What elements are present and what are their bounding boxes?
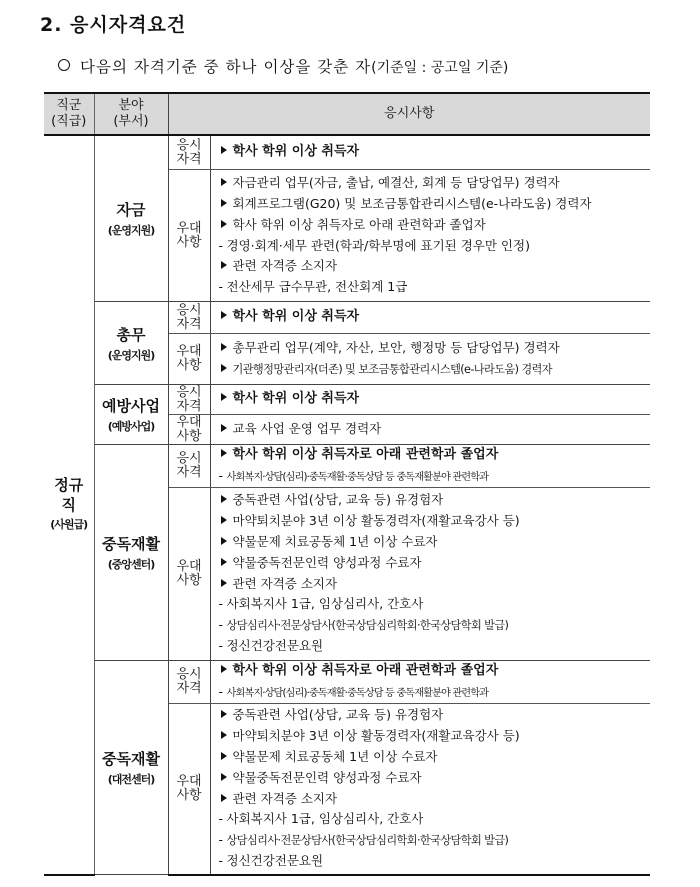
requirement-label: 응시 자격: [168, 445, 210, 488]
triangle-bullet-icon: [221, 537, 227, 545]
requirement-label: 응시 자격: [168, 385, 210, 415]
triangle-bullet-icon: [221, 311, 227, 319]
header-field: 분야 (부서): [94, 93, 168, 135]
circle-bullet-icon: [58, 59, 70, 71]
preference-label: 우대 사항: [168, 703, 210, 875]
table-row: [44, 445, 650, 488]
triangle-bullet-icon: [221, 579, 227, 587]
preference-cell: 중독관련 사업(상담, 교육 등) 유경험자 마약퇴치분야 3년 이상 활동경력자(재활교육강사 등) 약물문제 치료공동체 1년 이상 수료자 약물중독전문인력 양성과정 수료자 관련 자격증 소지자 - 사회복지사 1급, 임상심리사, 간호사 - 상담심리사·전문상담사(한국상담심리학회·한국상담학회 발급) - 정신건강전문요원: [210, 703, 650, 875]
requirement-cell: 학사 학위 이상 취득자: [210, 302, 650, 334]
qualification-table: [44, 92, 650, 876]
field-cell: 예방사업 (예방사업): [94, 385, 168, 445]
requirement-cell: 학사 학위 이상 취득자: [210, 385, 650, 415]
header-requirements: 응시사항: [168, 93, 650, 135]
preference-label: 우대 사항: [168, 415, 210, 445]
table-row: [44, 135, 650, 170]
preference-label: 우대 사항: [168, 487, 210, 660]
preference-cell: 교육 사업 운영 업무 경력자: [210, 415, 650, 445]
triangle-bullet-icon: [221, 178, 227, 186]
triangle-bullet-icon: [221, 558, 227, 566]
table-row: [44, 385, 650, 415]
triangle-bullet-icon: [221, 495, 227, 503]
table-row: [44, 302, 650, 334]
requirement-label: 응시 자격: [168, 302, 210, 334]
triangle-bullet-icon: [221, 261, 227, 269]
triangle-bullet-icon: [221, 393, 227, 401]
triangle-bullet-icon: [221, 773, 227, 781]
preference-cell: 총무관리 업무(계약, 자산, 보안, 행정망 등 담당업무) 경력자 기관행정망관리자(더존) 및 보조금통합관리시스템(e-나라도움) 경력자: [210, 334, 650, 385]
preference-cell: 자금관리 업무(자금, 출납, 예결산, 회계 등 담당업무) 경력자 회계프로그램(G20) 및 보조금통합관리시스템(e-나라도움) 경력자 학사 학위 이상 취득자로 아래 관련학과 졸업자 - 경영·회계·세무 관련(학과/학부명에 표기된 경우만 인정) 관련 자격증 소지자 - 전산세무 급수무관, 전산회계 1급: [210, 170, 650, 302]
field-cell: 중독재활 (중앙센터): [94, 445, 168, 661]
requirement-cell: 학사 학위 이상 취득자: [210, 135, 650, 170]
triangle-bullet-icon: [221, 199, 227, 207]
job-group-cell: 정규 직 (사원급): [44, 135, 94, 875]
requirement-cell: 학사 학위 이상 취득자로 아래 관련학과 졸업자 - 사회복지·상담(심리)·중독재활·중독상담 등 중독재활분야 관련학과: [210, 445, 650, 488]
subtitle-main: 다음의 자격기준 중 하나 이상을 갖춘 자: [80, 58, 372, 76]
requirement-cell: 학사 학위 이상 취득자로 아래 관련학과 졸업자 - 사회복지·상담(심리)·중독재활·중독상담 등 중독재활분야 관련학과: [210, 660, 650, 703]
triangle-bullet-icon: [221, 665, 227, 673]
field-cell: 중독재활 (대전센터): [94, 660, 168, 875]
triangle-bullet-icon: [221, 343, 227, 351]
table-row: [44, 660, 650, 703]
triangle-bullet-icon: [221, 146, 227, 154]
preference-cell: 중독관련 사업(상담, 교육 등) 유경험자 마약퇴치분야 3년 이상 활동경력자(재활교육강사 등) 약물문제 치료공동체 1년 이상 수료자 약물중독전문인력 양성과정 수료자 관련 자격증 소지자 - 사회복지사 1급, 임상심리사, 간호사 - 상담심리사·전문상담사(한국상담심리학회·한국상담학회 발급) - 정신건강전문요원: [210, 487, 650, 660]
preference-label: 우대 사항: [168, 334, 210, 385]
subtitle-note: (기준일 : 공고일 기준): [371, 60, 509, 76]
preference-label: 우대 사항: [168, 170, 210, 302]
subtitle: [58, 55, 508, 77]
header-job-group: 직군 (직급): [44, 93, 94, 135]
requirement-label: 응시 자격: [168, 135, 210, 170]
field-cell: 자금 (운영지원): [94, 135, 168, 302]
triangle-bullet-icon: [221, 752, 227, 760]
triangle-bullet-icon: [221, 424, 227, 432]
triangle-bullet-icon: [221, 516, 227, 524]
triangle-bullet-icon: [221, 220, 227, 228]
triangle-bullet-icon: [221, 364, 227, 372]
triangle-bullet-icon: [221, 794, 227, 802]
triangle-bullet-icon: [221, 731, 227, 739]
requirement-label: 응시 자격: [168, 660, 210, 703]
section-title: 2. 응시자격요건: [40, 14, 187, 36]
triangle-bullet-icon: [221, 710, 227, 718]
table-header-row: [44, 93, 650, 135]
field-cell: 총무 (운영지원): [94, 302, 168, 385]
triangle-bullet-icon: [221, 449, 227, 457]
